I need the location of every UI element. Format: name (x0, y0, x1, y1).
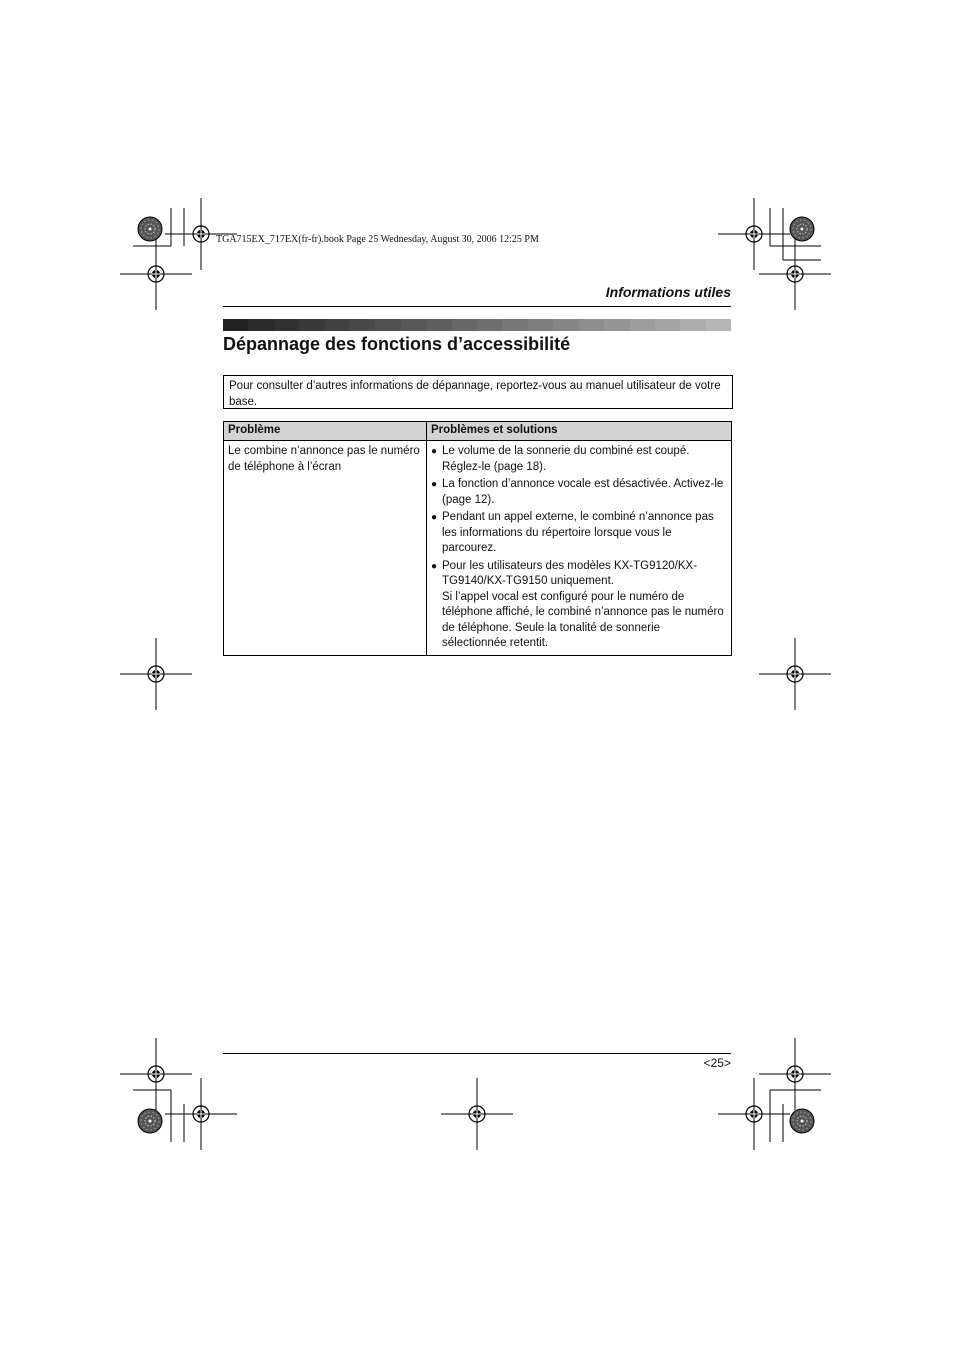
gradient-step (502, 319, 527, 331)
page-title: Dépannage des fonctions d’accessibilité (223, 334, 571, 354)
gradient-step (528, 319, 553, 331)
color-wheel-icon (790, 1109, 814, 1133)
color-wheel-icon (138, 1109, 162, 1133)
list-item (431, 559, 727, 652)
table-header-row (224, 422, 732, 441)
bullet-dot-icon: ● (431, 479, 438, 490)
solution-text: La fonction d’annonce vocale est désactivée. Activez-le (page 12). (442, 478, 724, 506)
gradient-step (375, 319, 400, 331)
header-rule (223, 306, 731, 307)
footer-rule (223, 1053, 731, 1054)
gradient-step (325, 319, 350, 331)
solution-text: Pour les utilisateurs des modèles KX-TG9120/KX-TG9140/KX-TG9150 uniquement. Si l’appel vocal est configuré pour le numéro de téléphone affiché, le combiné n’annonce pas le numéro de téléphone. Seule la tonalité de sonnerie sélectionnée retentit. (442, 559, 724, 649)
registration-mark-icon (120, 238, 192, 310)
gradient-step (680, 319, 705, 331)
gradient-bar (223, 319, 731, 331)
gradient-step (426, 319, 451, 331)
problem-cell: Le combine n’annonce pas le numéro de téléphone à l’écran (224, 441, 427, 656)
registration-mark-icon (165, 1078, 237, 1150)
registration-mark-icon (120, 638, 192, 710)
column-header-problem: Problème (224, 422, 427, 441)
bullet-dot-icon: ● (431, 560, 438, 572)
gradient-step (350, 319, 375, 331)
registration-mark-icon (718, 198, 790, 270)
solution-text: Le volume de la sonnerie du combiné est coupé. Réglez-le (page 18). (442, 445, 690, 473)
color-wheel-icon (138, 217, 162, 241)
gradient-step (401, 319, 426, 331)
registration-mark-icon (120, 1038, 192, 1110)
registration-mark-icon (718, 1078, 790, 1150)
list-item (431, 477, 727, 508)
troubleshooting-table (223, 421, 732, 656)
solutions-cell (427, 441, 732, 656)
gradient-step (477, 319, 502, 331)
registration-mark-icon (759, 238, 831, 310)
gradient-step (452, 319, 477, 331)
gradient-step (299, 319, 324, 331)
gradient-step (248, 319, 273, 331)
solution-text: Pendant un appel externe, le combiné n’annonce pas les informations du répertoire lorsque vous le parcourez. (442, 511, 714, 554)
page-number: <25> (703, 1056, 731, 1070)
registration-mark-icon (441, 1078, 513, 1150)
gradient-step (655, 319, 680, 331)
section-title: Informations utiles (605, 284, 731, 300)
gradient-step (604, 319, 629, 331)
solutions-list (431, 444, 727, 652)
registration-mark-icon (759, 638, 831, 710)
bullet-dot-icon: ● (431, 446, 438, 457)
list-item (431, 444, 727, 475)
gradient-step (579, 319, 604, 331)
table-row (224, 441, 732, 656)
color-wheel-icon (790, 217, 814, 241)
list-item (431, 510, 727, 557)
gradient-step (274, 319, 299, 331)
gradient-step (553, 319, 578, 331)
gradient-step (223, 319, 248, 331)
gradient-step (630, 319, 655, 331)
gradient-step (706, 319, 731, 331)
column-header-solutions: Problèmes et solutions (427, 422, 732, 441)
book-info-line: TGA715EX_717EX(fr-fr).book Page 25 Wednesday, August 30, 2006 12:25 PM (216, 234, 539, 245)
bullet-dot-icon: ● (431, 512, 438, 523)
note-box: Pour consulter d’autres informations de dépannage, reportez-vous au manuel utilisateur de votre base. (223, 375, 733, 409)
